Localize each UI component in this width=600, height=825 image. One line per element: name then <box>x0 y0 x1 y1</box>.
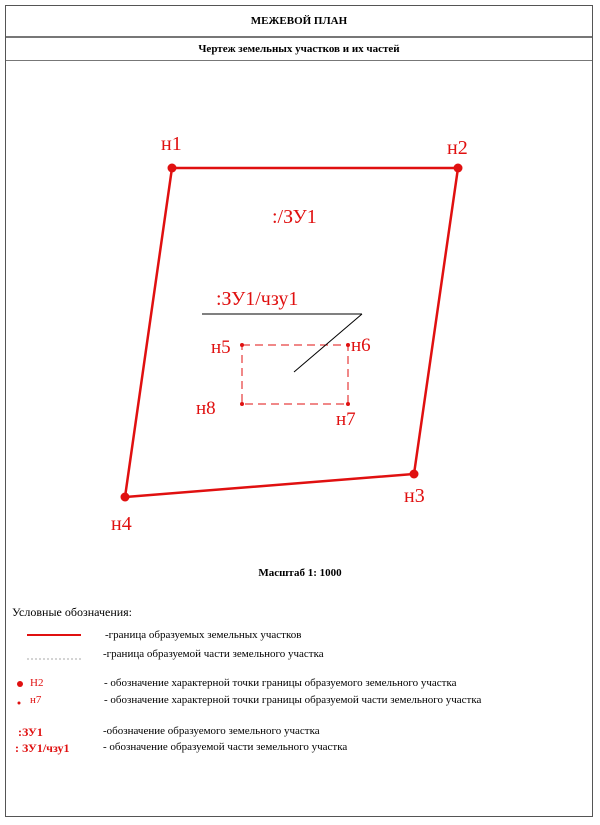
drawing-subtitle: Чертеж земельных участков и их частей <box>6 37 592 61</box>
document-title: МЕЖЕВОЙ ПЛАН <box>6 6 592 37</box>
label-n1: н1 <box>161 133 182 155</box>
point-n8 <box>240 402 244 406</box>
label-n7: н7 <box>336 409 356 430</box>
part-label: :ЗУ1/чзу1 <box>216 288 299 310</box>
point-n3 <box>410 470 419 479</box>
legend-big-dot-symbol <box>17 681 23 687</box>
legend-item-text: -обозначение образуемого земельного участка <box>103 725 320 737</box>
legend-title: Условные обозначения: <box>12 605 133 619</box>
label-n4: н4 <box>111 513 132 535</box>
label-n3: н3 <box>404 485 425 507</box>
point-n5 <box>240 343 244 347</box>
legend-parcel-symbol-label: :ЗУ1 <box>18 725 43 739</box>
point-n6 <box>346 343 350 347</box>
legend-small-dot-symbol <box>18 702 21 705</box>
parcel-label: :/ЗУ1 <box>272 206 317 228</box>
label-n5: н5 <box>211 337 231 358</box>
scale-label: Масштаб 1: 1000 <box>258 567 342 579</box>
label-n8: н8 <box>196 398 216 419</box>
point-n1 <box>168 164 177 173</box>
legend-part-symbol-label: : ЗУ1/чзу1 <box>15 741 70 755</box>
legend-point-symbol-label: Н2 <box>30 677 44 689</box>
point-n7 <box>346 402 350 406</box>
point-n2 <box>454 164 463 173</box>
label-n2: н2 <box>447 137 468 159</box>
legend-item-text: -граница образуемой части земельного участка <box>103 648 324 660</box>
legend-part-point-symbol-label: н7 <box>30 694 42 706</box>
legend-item-text: - обозначение характерной точки границы образуемого земельного участка <box>104 677 457 689</box>
point-n4 <box>121 493 130 502</box>
legend-item-text: -граница образуемых земельных участков <box>105 629 302 641</box>
legend-item-text: - обозначение характерной точки границы образуемой части земельного участка <box>104 694 482 706</box>
label-n6: н6 <box>351 335 371 356</box>
legend-item-text: - обозначение образуемой части земельного участка <box>103 741 348 753</box>
part-boundary <box>242 345 348 404</box>
